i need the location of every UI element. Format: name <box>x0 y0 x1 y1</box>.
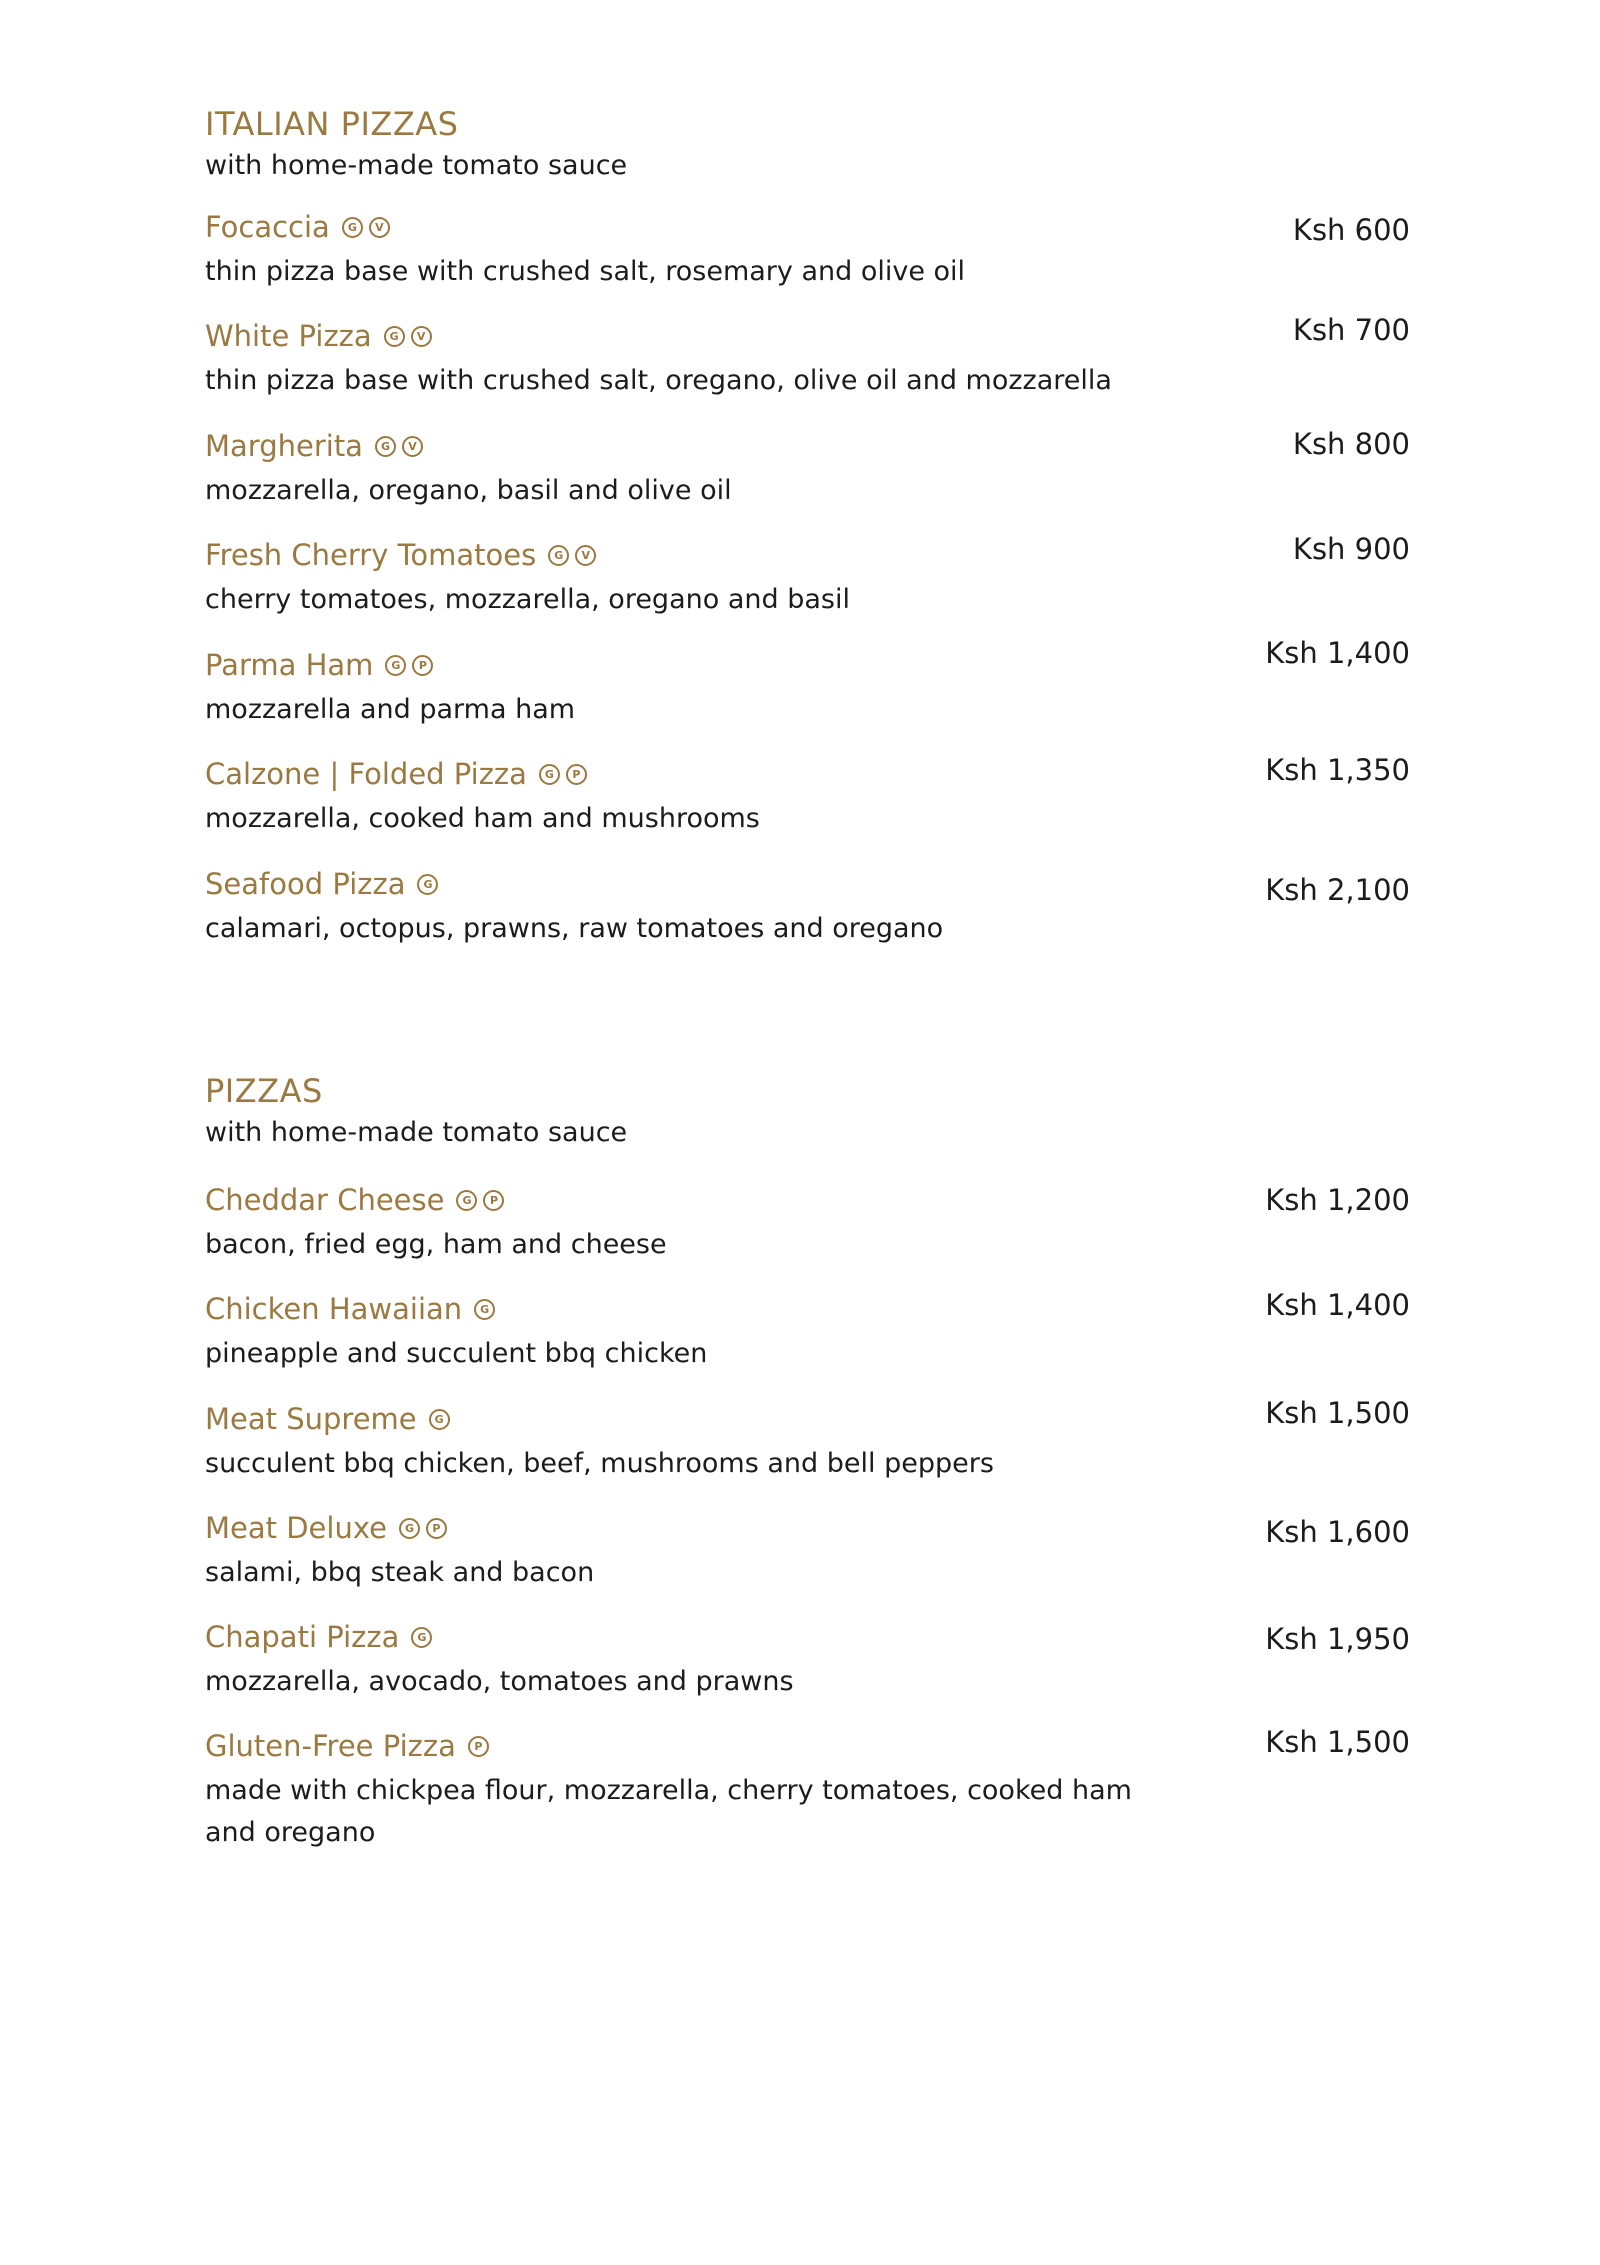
menu-item-price: Ksh 1,950 <box>1265 1622 1410 1656</box>
menu-item-heading <box>205 1511 447 1545</box>
menu-item-name: Cheddar Cheese <box>205 1183 445 1217</box>
menu-item-price: Ksh 900 <box>1292 532 1410 566</box>
gluten-icon: G <box>417 874 438 895</box>
menu-item-description: cherry tomatoes, mozzarella, oregano and basil <box>205 584 850 615</box>
dietary-badges <box>384 326 432 347</box>
vegetarian-icon: V <box>402 436 423 457</box>
gluten-icon: G <box>342 217 363 238</box>
dietary-badges <box>342 217 390 238</box>
menu-item-price: Ksh 1,600 <box>1265 1515 1410 1549</box>
menu-item-description: thin pizza base with crushed salt, oregano, olive oil and mozzarella <box>205 365 1112 396</box>
section-subtitle: with home-made tomato sauce <box>205 150 628 181</box>
menu-item-description: mozzarella and parma ham <box>205 694 576 725</box>
menu-item-price: Ksh 2,100 <box>1265 873 1410 907</box>
vegetarian-icon: V <box>575 545 596 566</box>
pork-icon: P <box>483 1190 504 1211</box>
dietary-badges <box>385 655 433 676</box>
pork-icon: P <box>426 1518 447 1539</box>
menu-item-heading <box>205 538 596 572</box>
menu-item-description: made with chickpea flour, mozzarella, cherry tomatoes, cooked ham and oregano <box>205 1775 1132 1848</box>
menu-item-heading <box>205 1402 450 1436</box>
dietary-badges <box>468 1736 489 1757</box>
menu-item-name: Meat Deluxe <box>205 1511 387 1545</box>
pork-icon: P <box>412 655 433 676</box>
gluten-icon: G <box>375 436 396 457</box>
gluten-icon: G <box>429 1409 450 1430</box>
menu-item-description: mozzarella, avocado, tomatoes and prawns <box>205 1666 794 1697</box>
menu-item-heading <box>205 1729 489 1763</box>
menu-item-name: Seafood Pizza <box>205 867 406 901</box>
menu-item-name: White Pizza <box>205 319 372 353</box>
menu-item-heading <box>205 429 423 463</box>
menu-item-name: Meat Supreme <box>205 1402 417 1436</box>
menu-item-heading <box>205 648 433 682</box>
menu-item-heading <box>205 319 432 353</box>
menu-item-description: mozzarella, cooked ham and mushrooms <box>205 803 760 834</box>
pork-icon: P <box>468 1736 489 1757</box>
menu-item-description: thin pizza base with crushed salt, rosemary and olive oil <box>205 256 966 287</box>
dietary-badges <box>411 1627 432 1648</box>
section-title: PIZZAS <box>205 1072 323 1110</box>
gluten-icon: G <box>385 655 406 676</box>
menu-item-price: Ksh 800 <box>1292 427 1410 461</box>
pork-icon: P <box>566 764 587 785</box>
dietary-badges <box>548 545 596 566</box>
gluten-icon: G <box>384 326 405 347</box>
menu-item-description: succulent bbq chicken, beef, mushrooms and bell peppers <box>205 1448 994 1479</box>
menu-item-description: pineapple and succulent bbq chicken <box>205 1338 708 1369</box>
menu-item-heading <box>205 1183 504 1217</box>
menu-item-heading <box>205 1292 495 1326</box>
dietary-badges <box>456 1190 504 1211</box>
menu-item-price: Ksh 1,400 <box>1265 1288 1410 1322</box>
menu-item-description: bacon, fried egg, ham and cheese <box>205 1229 667 1260</box>
section-title: ITALIAN PIZZAS <box>205 105 459 143</box>
menu-item-price: Ksh 1,200 <box>1265 1183 1410 1217</box>
gluten-icon: G <box>474 1299 495 1320</box>
menu-item-description: salami, bbq steak and bacon <box>205 1557 595 1588</box>
menu-item-name: Gluten-Free Pizza <box>205 1729 456 1763</box>
dietary-badges <box>429 1409 450 1430</box>
menu-item-price: Ksh 700 <box>1292 313 1410 347</box>
menu-item-name: Calzone | Folded Pizza <box>205 757 527 791</box>
dietary-badges <box>474 1299 495 1320</box>
menu-item-price: Ksh 1,500 <box>1265 1725 1410 1759</box>
menu-item-description: calamari, octopus, prawns, raw tomatoes and oregano <box>205 913 944 944</box>
dietary-badges <box>375 436 423 457</box>
menu-item-name: Fresh Cherry Tomatoes <box>205 538 537 572</box>
menu-item-name: Chapati Pizza <box>205 1620 400 1654</box>
vegetarian-icon: V <box>369 217 390 238</box>
menu-item-description: mozzarella, oregano, basil and olive oil <box>205 475 732 506</box>
menu-item-price: Ksh 1,500 <box>1265 1396 1410 1430</box>
gluten-icon: G <box>411 1627 432 1648</box>
dietary-badges <box>539 764 587 785</box>
menu-item-name: Margherita <box>205 429 363 463</box>
gluten-icon: G <box>548 545 569 566</box>
menu-item-heading <box>205 867 438 901</box>
dietary-badges <box>399 1518 447 1539</box>
menu-item-name: Focaccia <box>205 210 330 244</box>
menu-item-name: Chicken Hawaiian <box>205 1292 463 1326</box>
menu-item-heading <box>205 757 587 791</box>
gluten-icon: G <box>456 1190 477 1211</box>
menu-item-price: Ksh 1,400 <box>1265 636 1410 670</box>
menu-item-price: Ksh 600 <box>1292 213 1410 247</box>
section-subtitle: with home-made tomato sauce <box>205 1117 628 1148</box>
menu-item-price: Ksh 1,350 <box>1265 753 1410 787</box>
dietary-badges <box>417 874 438 895</box>
vegetarian-icon: V <box>411 326 432 347</box>
gluten-icon: G <box>539 764 560 785</box>
gluten-icon: G <box>399 1518 420 1539</box>
menu-item-heading <box>205 210 390 244</box>
menu-item-heading <box>205 1620 432 1654</box>
menu-item-name: Parma Ham <box>205 648 374 682</box>
